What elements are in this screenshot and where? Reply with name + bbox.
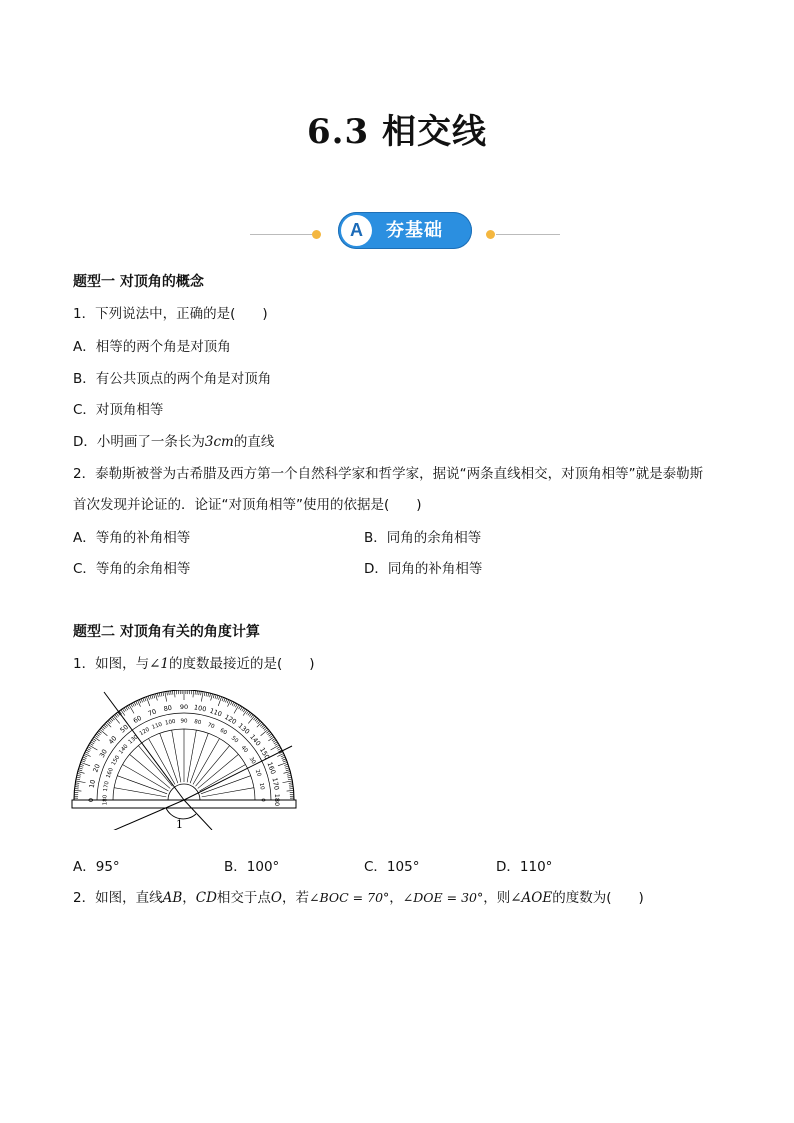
protractor-tick bbox=[104, 725, 107, 728]
protractor-outer-label: 0 bbox=[87, 797, 95, 803]
protractor-tick bbox=[109, 720, 112, 723]
protractor-tick bbox=[154, 694, 155, 698]
protractor-tick bbox=[240, 707, 242, 710]
protractor-tick bbox=[199, 691, 200, 695]
protractor-tick bbox=[80, 764, 84, 765]
protractor-tick bbox=[102, 726, 105, 729]
protractor-outer-label: 170 bbox=[270, 777, 281, 791]
protractor-tick bbox=[282, 759, 286, 760]
protractor-radial-line bbox=[114, 788, 166, 797]
protractor-tick bbox=[268, 732, 271, 734]
protractor-tick bbox=[206, 692, 207, 696]
protractor-tick bbox=[271, 745, 280, 750]
protractor-tick bbox=[269, 734, 272, 736]
protractor-tick bbox=[112, 717, 115, 720]
protractor-tick bbox=[246, 711, 248, 714]
protractor-tick bbox=[243, 710, 247, 716]
protractor-tick bbox=[81, 761, 85, 762]
protractor-tick bbox=[282, 781, 292, 783]
protractor-outer-label: 20 bbox=[91, 762, 102, 774]
protractor-tick bbox=[283, 772, 290, 774]
protractor-tick bbox=[76, 781, 86, 783]
protractor-tick bbox=[124, 708, 126, 711]
protractor-tick bbox=[75, 785, 79, 786]
s2-q1-option-d: D．110° bbox=[496, 859, 553, 875]
protractor-tick bbox=[278, 762, 287, 765]
s1-q1-option-d-var: 3cm bbox=[204, 434, 234, 450]
protractor-radial-line bbox=[200, 765, 246, 792]
protractor-tick bbox=[83, 757, 87, 759]
protractor-outer-label: 100 bbox=[193, 703, 207, 714]
protractor-outer-label: 150 bbox=[257, 746, 272, 761]
protractor-tick bbox=[126, 707, 128, 710]
protractor-tick bbox=[201, 692, 203, 702]
banner-pill bbox=[338, 212, 472, 249]
protractor-tick bbox=[210, 693, 211, 697]
angle-1-label: 1 bbox=[176, 818, 183, 830]
protractor-radial-line bbox=[123, 765, 169, 792]
protractor-tick bbox=[283, 761, 287, 762]
protractor-tick bbox=[132, 703, 134, 707]
protractor-tick bbox=[219, 696, 220, 700]
protractor-tick bbox=[163, 692, 164, 696]
protractor-tick bbox=[288, 779, 292, 780]
protractor-tick bbox=[115, 715, 118, 718]
protractor-tick bbox=[286, 770, 290, 771]
s2-q2-stem bbox=[73, 886, 644, 906]
protractor-tick bbox=[96, 734, 99, 736]
protractor-inner-label: 70 bbox=[206, 722, 216, 731]
s1-q1-option-a: A．相等的两个角是对顶角 bbox=[73, 339, 231, 355]
protractor-tick bbox=[129, 705, 134, 714]
protractor-outer-label: 160 bbox=[265, 760, 278, 776]
protractor-tick bbox=[94, 737, 100, 741]
protractor-tick bbox=[74, 790, 81, 791]
protractor-tick bbox=[75, 783, 79, 784]
protractor-tick bbox=[258, 721, 261, 724]
s2-q2-v4: ∠BOC = 70° bbox=[309, 890, 390, 905]
banner-letter: A bbox=[341, 215, 372, 246]
protractor-radial-line bbox=[201, 776, 251, 794]
protractor-tick bbox=[281, 755, 285, 757]
protractor-tick bbox=[266, 731, 269, 734]
protractor-inner-label: 10 bbox=[257, 782, 265, 791]
protractor-tick bbox=[152, 695, 153, 699]
protractor-tick bbox=[268, 737, 274, 741]
protractor-outer-label: 130 bbox=[236, 721, 252, 736]
protractor-tick bbox=[287, 775, 291, 776]
s1-q1-stem: 1．下列说法中，正确的是( ) bbox=[73, 306, 268, 322]
protractor-radial-line bbox=[160, 733, 178, 783]
protractor-tick bbox=[251, 715, 254, 718]
protractor-inner-label: 40 bbox=[239, 744, 249, 755]
protractor-tick bbox=[93, 738, 96, 740]
protractor-tick bbox=[79, 766, 83, 767]
banner-dot-left bbox=[312, 230, 321, 239]
page-title: 6.3 相交线 bbox=[307, 112, 487, 152]
protractor-tick bbox=[106, 722, 111, 727]
protractor-outer-label: 140 bbox=[248, 732, 263, 748]
protractor-tick bbox=[204, 692, 205, 696]
protractor-tick bbox=[282, 757, 286, 759]
s2-q2-v6: ∠AOE bbox=[510, 890, 553, 906]
protractor-inner-label: 180 bbox=[102, 794, 109, 806]
protractor-outer-label: 120 bbox=[223, 712, 238, 727]
section2-heading: 题型二 对顶角有关的角度计算 bbox=[73, 624, 260, 640]
s1-q2-option-b: B．同角的余角相等 bbox=[364, 530, 482, 546]
protractor-tick bbox=[273, 740, 276, 742]
protractor-tick bbox=[105, 724, 108, 727]
banner-dot-right bbox=[486, 230, 495, 239]
s1-q2-option-a: A．等角的补角相等 bbox=[73, 530, 191, 546]
protractor-svg bbox=[70, 690, 300, 830]
protractor-tick bbox=[145, 697, 146, 701]
protractor-tick bbox=[78, 772, 85, 774]
protractor-tick bbox=[285, 766, 289, 767]
protractor-tick bbox=[88, 747, 91, 749]
s2-q2-v1: AB bbox=[162, 890, 183, 906]
protractor-inner-label: 100 bbox=[164, 718, 177, 727]
s1-q1-option-c: C．对顶角相等 bbox=[73, 402, 164, 418]
section-banner bbox=[250, 212, 560, 252]
protractor-tick bbox=[76, 777, 80, 778]
s1-q1-option-d bbox=[73, 430, 274, 450]
protractor-tick bbox=[116, 713, 118, 716]
protractor-tick bbox=[110, 718, 113, 721]
protractor-radial-line bbox=[149, 739, 176, 785]
protractor-tick bbox=[257, 722, 262, 727]
s2-q1-stem-angle: ∠1 bbox=[149, 656, 169, 672]
protractor-tick bbox=[224, 698, 225, 702]
protractor-tick bbox=[260, 724, 263, 727]
protractor-tick bbox=[230, 701, 232, 705]
s2-q2-t6: ，则 bbox=[483, 890, 511, 906]
protractor-tick bbox=[234, 705, 239, 714]
protractor-tick bbox=[270, 735, 273, 737]
protractor-tick bbox=[148, 696, 149, 700]
protractor-tick bbox=[215, 695, 216, 699]
protractor-tick bbox=[274, 742, 277, 744]
protractor-tick bbox=[131, 704, 133, 707]
protractor-tick bbox=[288, 777, 292, 778]
section1-heading: 题型一 对顶角的概念 bbox=[73, 274, 204, 290]
protractor-tick bbox=[218, 697, 221, 706]
s2-q2-v2: CD bbox=[195, 890, 217, 906]
s2-q2-v5: ∠DOE = 30° bbox=[402, 890, 484, 905]
protractor-tick bbox=[289, 783, 293, 784]
protractor-tick bbox=[275, 743, 278, 745]
protractor-tick bbox=[169, 691, 170, 695]
s2-q1-option-c: C．105° bbox=[364, 859, 420, 875]
s2-q1-stem-pre: 1．如图，与 bbox=[73, 656, 150, 672]
protractor-radial-line bbox=[172, 730, 181, 782]
protractor-inner-label: 0 bbox=[259, 798, 266, 802]
protractor-center-arc bbox=[168, 784, 200, 800]
s2-q1-stem-post: 的度数最接近的是( ) bbox=[169, 656, 315, 672]
protractor-tick bbox=[76, 779, 80, 780]
protractor-tick bbox=[284, 764, 288, 765]
protractor-tick bbox=[122, 709, 124, 712]
protractor-tick bbox=[208, 693, 209, 697]
protractor-tick bbox=[85, 752, 89, 754]
s1-q2-line2: 首次发现并论证的．论证“对顶角相等”使用的依据是( ) bbox=[73, 497, 422, 513]
protractor-outer-label: 40 bbox=[107, 734, 119, 746]
s2-q1-stem bbox=[73, 652, 315, 672]
protractor-outer-label: 30 bbox=[97, 747, 109, 760]
protractor-radial-line bbox=[117, 776, 167, 794]
protractor-inner-label: 60 bbox=[218, 727, 228, 737]
protractor-tick bbox=[89, 745, 98, 750]
s1-q1-option-d-post: 的直线 bbox=[233, 434, 275, 450]
protractor-tick bbox=[287, 790, 294, 791]
protractor-tick bbox=[78, 770, 82, 771]
protractor-tick bbox=[255, 718, 258, 721]
protractor-radial-line bbox=[193, 739, 220, 785]
protractor-tick bbox=[263, 726, 266, 729]
protractor-inner-label: 90 bbox=[180, 718, 188, 725]
protractor-tick bbox=[86, 750, 90, 752]
s2-q2-t5: ， bbox=[389, 890, 403, 906]
protractor-inner-label: 130 bbox=[127, 734, 140, 746]
protractor-tick bbox=[82, 759, 86, 760]
protractor-tick bbox=[156, 694, 158, 701]
protractor-tick bbox=[87, 748, 91, 750]
s2-q2-t1: 2．如图，直线 bbox=[73, 890, 163, 906]
protractor-tick bbox=[277, 747, 280, 749]
protractor-tick bbox=[141, 699, 143, 703]
protractor-tick bbox=[264, 728, 267, 731]
protractor-tick bbox=[174, 690, 175, 697]
protractor-tick bbox=[242, 708, 244, 711]
protractor-inner-label: 110 bbox=[151, 721, 164, 731]
protractor-tick bbox=[127, 706, 129, 709]
protractor-radial-line bbox=[202, 788, 254, 797]
protractor-tick bbox=[278, 748, 282, 750]
protractor-outer-label: 50 bbox=[118, 723, 130, 735]
banner-line-left bbox=[250, 234, 314, 235]
protractor-tick bbox=[285, 768, 289, 769]
protractor-inner-label: 20 bbox=[253, 768, 262, 778]
protractor-tick bbox=[213, 694, 214, 698]
protractor-inner-label: 140 bbox=[118, 743, 130, 756]
protractor-tick bbox=[254, 717, 257, 720]
protractor-outer-label: 80 bbox=[163, 703, 173, 714]
protractor-tick bbox=[92, 740, 95, 742]
protractor-tick bbox=[234, 703, 236, 707]
protractor-tick bbox=[99, 731, 102, 734]
protractor-tick bbox=[159, 693, 160, 697]
protractor-tick bbox=[161, 692, 162, 696]
s1-q2-option-c: C．等角的余角相等 bbox=[73, 561, 191, 577]
protractor-tick bbox=[77, 773, 81, 774]
protractor-radial-line bbox=[187, 730, 196, 782]
protractor-tick bbox=[134, 702, 136, 706]
protractor-tick bbox=[95, 735, 98, 737]
protractor-tick bbox=[272, 738, 275, 740]
protractor-tick bbox=[287, 773, 291, 774]
protractor-tick bbox=[139, 700, 141, 704]
protractor-tick bbox=[157, 693, 158, 697]
protractor-tick bbox=[248, 712, 250, 715]
protractor-outer-label: 60 bbox=[131, 713, 144, 725]
s1-q1-option-d-pre: D．小明画了一条长为 bbox=[73, 434, 205, 450]
s2-q1-option-b: B．100° bbox=[224, 859, 280, 875]
protractor-tick bbox=[227, 700, 229, 704]
s2-q2-t3: 相交于点 bbox=[216, 890, 271, 906]
protractor-tick bbox=[165, 692, 167, 702]
protractor-inner-label: 120 bbox=[138, 726, 151, 738]
protractor-tick bbox=[262, 725, 265, 728]
protractor-tick bbox=[121, 710, 125, 716]
protractor-outer-label: 90 bbox=[179, 703, 189, 711]
protractor-tick bbox=[90, 743, 93, 745]
protractor-tick bbox=[235, 704, 237, 707]
protractor-tick bbox=[97, 732, 100, 734]
protractor-inner-label: 30 bbox=[247, 756, 257, 766]
protractor-tick bbox=[201, 691, 202, 695]
protractor-figure bbox=[70, 690, 300, 830]
protractor-tick bbox=[81, 762, 90, 765]
protractor-tick bbox=[143, 698, 144, 702]
protractor-tick bbox=[211, 694, 213, 701]
s2-q1-option-a: A．95° bbox=[73, 859, 120, 875]
protractor-tick bbox=[79, 768, 83, 769]
protractor-tick bbox=[167, 691, 168, 695]
protractor-tick bbox=[91, 742, 94, 744]
protractor-tick bbox=[239, 706, 241, 709]
banner-text: 夯基础 bbox=[386, 220, 443, 241]
protractor-tick bbox=[289, 785, 293, 786]
protractor-tick bbox=[256, 720, 259, 723]
protractor-tick bbox=[232, 702, 234, 706]
protractor-inner-label: 50 bbox=[229, 735, 240, 745]
s2-q2-t4: ，若 bbox=[282, 890, 309, 906]
protractor-tick bbox=[136, 701, 138, 705]
protractor-inner-label: 170 bbox=[102, 780, 111, 793]
protractor-tick bbox=[217, 695, 218, 699]
protractor-outer-label: 110 bbox=[208, 706, 224, 719]
protractor-tick bbox=[84, 755, 88, 757]
protractor-inner-label: 80 bbox=[193, 719, 202, 727]
banner-line-right bbox=[496, 234, 560, 235]
protractor-outer-label: 70 bbox=[146, 707, 158, 718]
protractor-tick bbox=[108, 721, 111, 724]
protractor-tick bbox=[101, 728, 104, 731]
protractor-outer-label: 10 bbox=[87, 779, 98, 789]
protractor-radial-line bbox=[190, 733, 208, 783]
s2-q2-t7: 的度数为( ) bbox=[552, 890, 644, 906]
protractor-tick bbox=[146, 697, 149, 706]
protractor-tick bbox=[222, 697, 223, 701]
protractor-inner-label: 160 bbox=[105, 767, 115, 780]
protractor-tick bbox=[150, 695, 151, 699]
s1-q2-line1: 2．泰勒斯被誉为古希腊及西方第一个自然科学家和哲学家，据说“两条直线相交，对顶角相等”就是泰勒斯 bbox=[73, 466, 704, 482]
protractor-tick bbox=[225, 699, 227, 703]
protractor-tick bbox=[193, 690, 194, 697]
protractor-tick bbox=[243, 709, 245, 712]
protractor-tick bbox=[77, 775, 81, 776]
protractor-inner-label: 150 bbox=[110, 754, 122, 767]
s2-q2-t2: ， bbox=[182, 890, 196, 906]
s1-q2-option-d: D．同角的补角相等 bbox=[364, 561, 483, 577]
protractor-outer-label: 180 bbox=[273, 793, 281, 807]
protractor-tick bbox=[249, 713, 251, 716]
s1-q1-option-b: B．有公共顶点的两个角是对顶角 bbox=[73, 371, 272, 387]
s2-q2-v3: O bbox=[270, 890, 282, 906]
